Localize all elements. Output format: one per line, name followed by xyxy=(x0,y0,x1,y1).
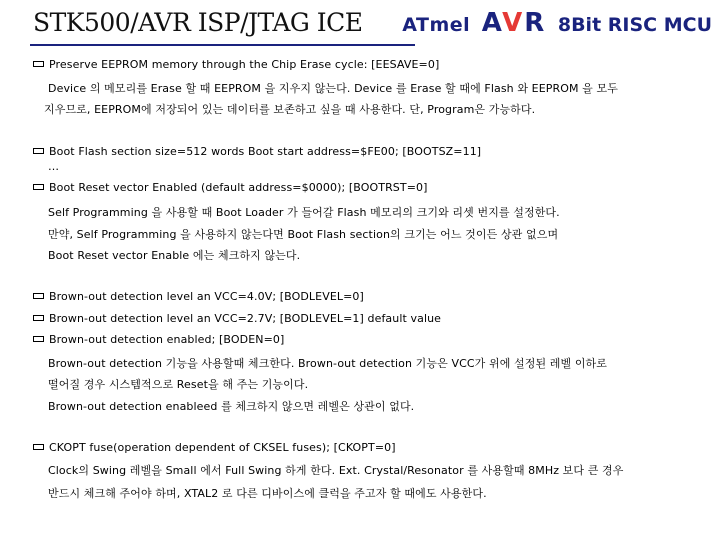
bullet-text: Brown-out detection enabled; [BODEN=0] xyxy=(49,333,285,346)
bullet-icon xyxy=(33,315,44,321)
bullet-icon xyxy=(33,293,44,299)
ellipsis-line: … xyxy=(48,160,60,173)
bullet-text: Brown-out detection level an VCC=2.7V; [BODLEVEL=1] default value xyxy=(49,312,442,325)
bullet-text: Brown-out detection level an VCC=4.0V; [BODLEVEL=0] xyxy=(49,290,364,303)
paragraph-line: Boot Reset vector Enable 에는 체크하지 않는다. xyxy=(48,249,301,262)
paragraph-line: Device 의 메모리를 Erase 할 때 EEPROM 을 지우지 않는다. Device 를 Erase 할 때에 Flash 와 EEPROM 을 모두 xyxy=(48,82,618,95)
paragraph-line: Brown-out detection enableed 를 체크하지 않으면 레벨은 상관이 없다. xyxy=(48,400,415,413)
brand-atmel: ATmel xyxy=(402,14,471,36)
title-underline xyxy=(30,44,415,46)
brand-avr-v: V xyxy=(502,8,525,38)
paragraph-line: Clock의 Swing 레벨을 Small 에서 Full Swing 하게 한다. Ext. Crystal/Resonator 를 사용할때 8MHz 보다 큰 경우 xyxy=(48,464,624,477)
paragraph-line: Brown-out detection 기능을 사용할때 체크한다. Brown-out detection 기능은 VCC가 위에 설정된 레벨 이하로 xyxy=(48,357,608,370)
slide-title: STK500/AVR ISP/JTAG ICE xyxy=(33,8,363,37)
brand-mcu: 8Bit RISC MCU xyxy=(557,14,712,36)
bullet-icon xyxy=(33,61,44,67)
paragraph-line: Self Programming 을 사용할 때 Boot Loader 가 들어갈 Flash 메모리의 크기와 리셋 번지를 설정한다. xyxy=(48,206,560,219)
paragraph-line: 떨어질 경우 시스템적으로 Reset을 해 주는 기능이다. xyxy=(48,378,309,391)
brand-avr-r: R xyxy=(524,8,547,38)
bullet-ckopt xyxy=(33,441,396,454)
paragraph-line: 반드시 체크해 주어야 하며, XTAL2 로 다른 디바이스에 클럭을 주고자 할 때에도 사용한다. xyxy=(48,487,487,500)
brand-logo xyxy=(402,8,712,38)
slide-header xyxy=(0,0,720,46)
brand-avr-a: A xyxy=(481,8,503,38)
bullet-text: CKOPT fuse(operation dependent of CKSEL fuses); [CKOPT=0] xyxy=(49,441,396,454)
bullet-bootsz xyxy=(33,145,481,158)
paragraph-line: 만약, Self Programming 을 사용하지 않는다면 Boot Flash section의 크기는 어느 것이든 상관 없으며 xyxy=(48,228,559,241)
bullet-text: Boot Reset vector Enabled (default address=$0000); [BOOTRST=0] xyxy=(49,181,428,194)
bullet-bodlevel-1 xyxy=(33,312,441,325)
brand-avr xyxy=(482,8,547,38)
paragraph-line: 지우므로, EEPROM에 저장되어 있는 데이터를 보존하고 싶을 때 사용한다. 단, Program은 가능하다. xyxy=(44,103,536,116)
bullet-icon xyxy=(33,148,44,154)
bullet-bootrst xyxy=(33,181,428,194)
bullet-boden xyxy=(33,333,284,346)
bullet-icon xyxy=(33,336,44,342)
bullet-text: Preserve EEPROM memory through the Chip Erase cycle: [EESAVE=0] xyxy=(49,58,440,71)
bullet-icon xyxy=(33,184,44,190)
bullet-icon xyxy=(33,444,44,450)
bullet-bodlevel-0 xyxy=(33,290,364,303)
bullet-text: Boot Flash section size=512 words Boot start address=$FE00; [BOOTSZ=11] xyxy=(49,145,482,158)
bullet-eesave xyxy=(33,58,439,71)
